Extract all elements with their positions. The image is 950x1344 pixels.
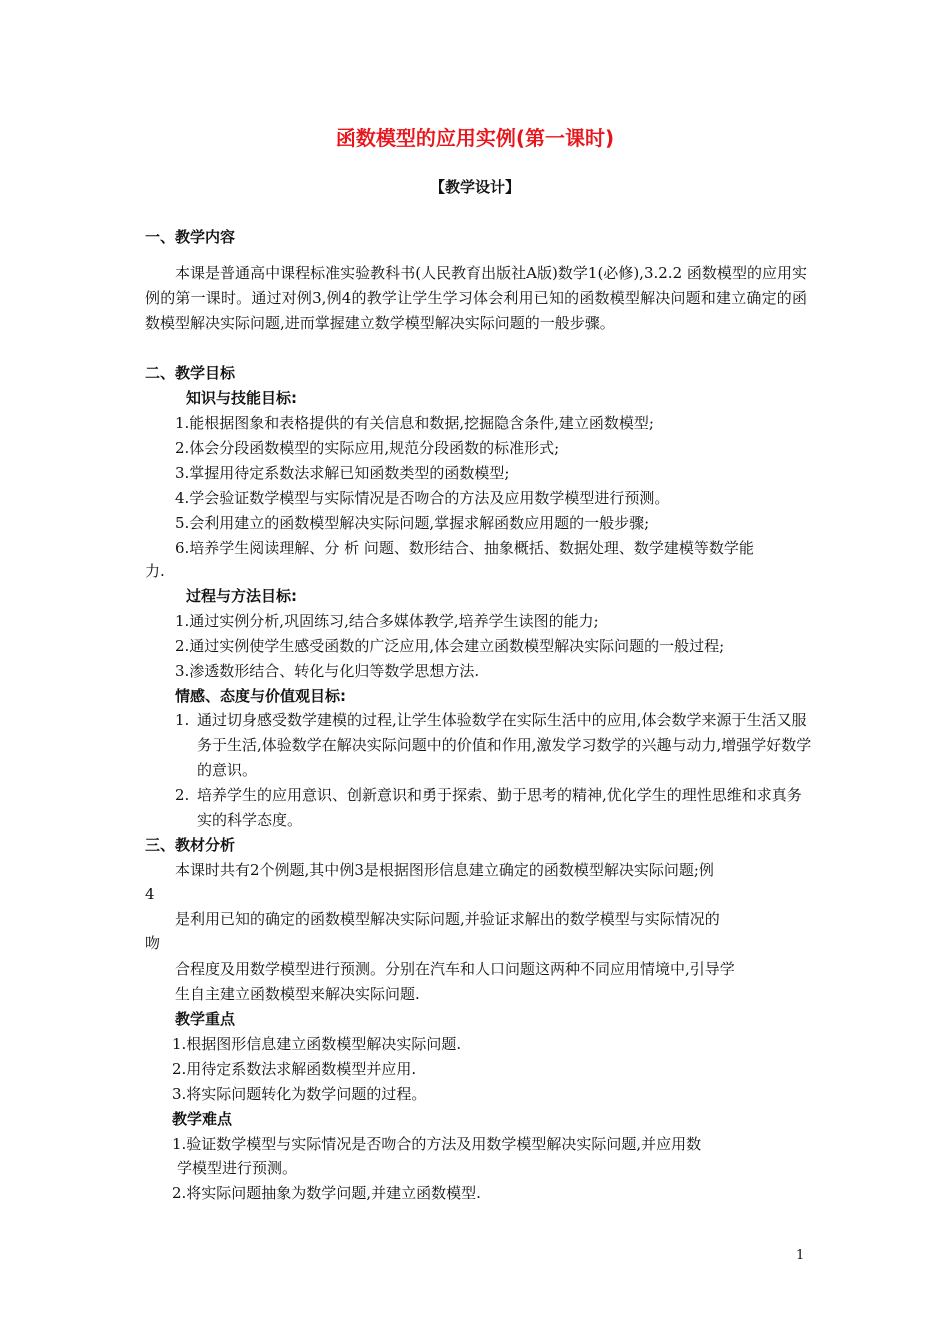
list-item-number: 2. (175, 786, 190, 804)
section-3-heading: 三、教材分析 (145, 836, 236, 854)
list-item-number: 1. (175, 711, 190, 729)
list-item: 4.学会验证数学模型与实际情况是否吻合的方法及应用数学模型进行预测。 (175, 489, 670, 507)
list-item (175, 708, 815, 783)
section-1-paragraph: 本课是普通高中课程标准实验教科书(人民教育出版社A版)数学1(必修),3.2.2 函数模型的应用实例的第一课时。通过对例3,例4的教学让学生学习体会利用已知的函数模型解决问题和建立确定的函数模型解决实际问题,进而掌握建立数学模型解决实际问题的一般步骤。 (145, 264, 807, 332)
list-item: 2.将实际问题抽象为数学问题,并建立函数模型. (172, 1184, 481, 1202)
list-item: 3.掌握用待定系数法求解已知函数类型的函数模型; (175, 464, 510, 482)
subheading-key-points: 教学重点 (175, 1010, 236, 1028)
list-item-text: 通过切身感受数学建模的过程,让学生体验数学在实际生活中的应用,体会数学来源于生活又服务于生活,体验数学在解决实际问题中的价值和作用,激发学习数学的兴趣与动力,增强学好数学的意识。 (197, 711, 812, 779)
list-item: 1.通过实例分析,巩固练习,结合多媒体教学,培养学生读图的能力; (175, 612, 599, 630)
page-number: 1 (796, 1248, 805, 1263)
paragraph-line: 生自主建立函数模型来解决实际问题. (175, 985, 420, 1003)
paragraph-line: 本课时共有2个例题,其中例3是根据图形信息建立确定的函数模型解决实际问题;例 (175, 861, 714, 879)
list-item: 6.培养学生阅读理解、分 析 问题、数形结合、抽象概括、数据处理、数学建模等数学能 (175, 539, 754, 557)
subheading-difficulties: 教学难点 (172, 1110, 233, 1128)
list-item (175, 783, 815, 833)
list-item: 2.用待定系数法求解函数模型并应用. (172, 1060, 417, 1078)
list-item-text: 培养学生的应用意识、创新意识和勇于探索、勤于思考的精神,优化学生的理性思维和求真务实的科学态度。 (197, 786, 802, 829)
list-item: 5.会利用建立的函数模型解决实际问题,掌握求解函数应用题的一般步骤; (175, 514, 650, 532)
list-item-continuation: 力. (145, 562, 165, 580)
list-item: 1.能根据图象和表格提供的有关信息和数据,挖掘隐含条件,建立函数模型; (175, 414, 654, 432)
list-item: 2.通过实例使学生感受函数的广泛应用,体会建立函数模型解决实际问题的一般过程; (175, 637, 725, 655)
section-2-heading: 二、教学目标 (145, 364, 236, 382)
list-item: 3.将实际问题转化为数学问题的过程。 (172, 1085, 427, 1103)
list-item: 2.体会分段函数模型的实际应用,规范分段函数的标准形式; (175, 439, 560, 457)
subheading-process-methods: 过程与方法目标: (186, 587, 297, 605)
paragraph-line: 吻 (145, 934, 161, 952)
list-item-continuation: 学模型进行预测。 (177, 1159, 298, 1177)
list-item: 3.渗透数形结合、转化与化归等数学思想方法. (175, 662, 480, 680)
list-item: 1.根据图形信息建立函数模型解决实际问题. (172, 1035, 462, 1053)
paragraph-line: 4 (145, 885, 155, 903)
section-1-heading: 一、教学内容 (145, 228, 236, 246)
list-item: 1.验证数学模型与实际情况是否吻合的方法及用数学模型解决实际问题,并应用数 (172, 1135, 702, 1153)
subheading-knowledge-skills: 知识与技能目标: (186, 389, 297, 407)
paragraph-line: 是利用已知的确定的函数模型解决实际问题,并验证求解出的数学模型与实际情况的 (175, 910, 720, 928)
document-title: 函数模型的应用实例(第一课时) (335, 126, 615, 150)
subheading-emotion-values: 情感、态度与价值观目标: (175, 687, 346, 705)
paragraph-line: 合程度及用数学模型进行预测。分别在汽车和人口问题这两种不同应用情境中,引导学 (175, 960, 735, 978)
document-subtitle: 【教学设计】 (429, 178, 520, 196)
